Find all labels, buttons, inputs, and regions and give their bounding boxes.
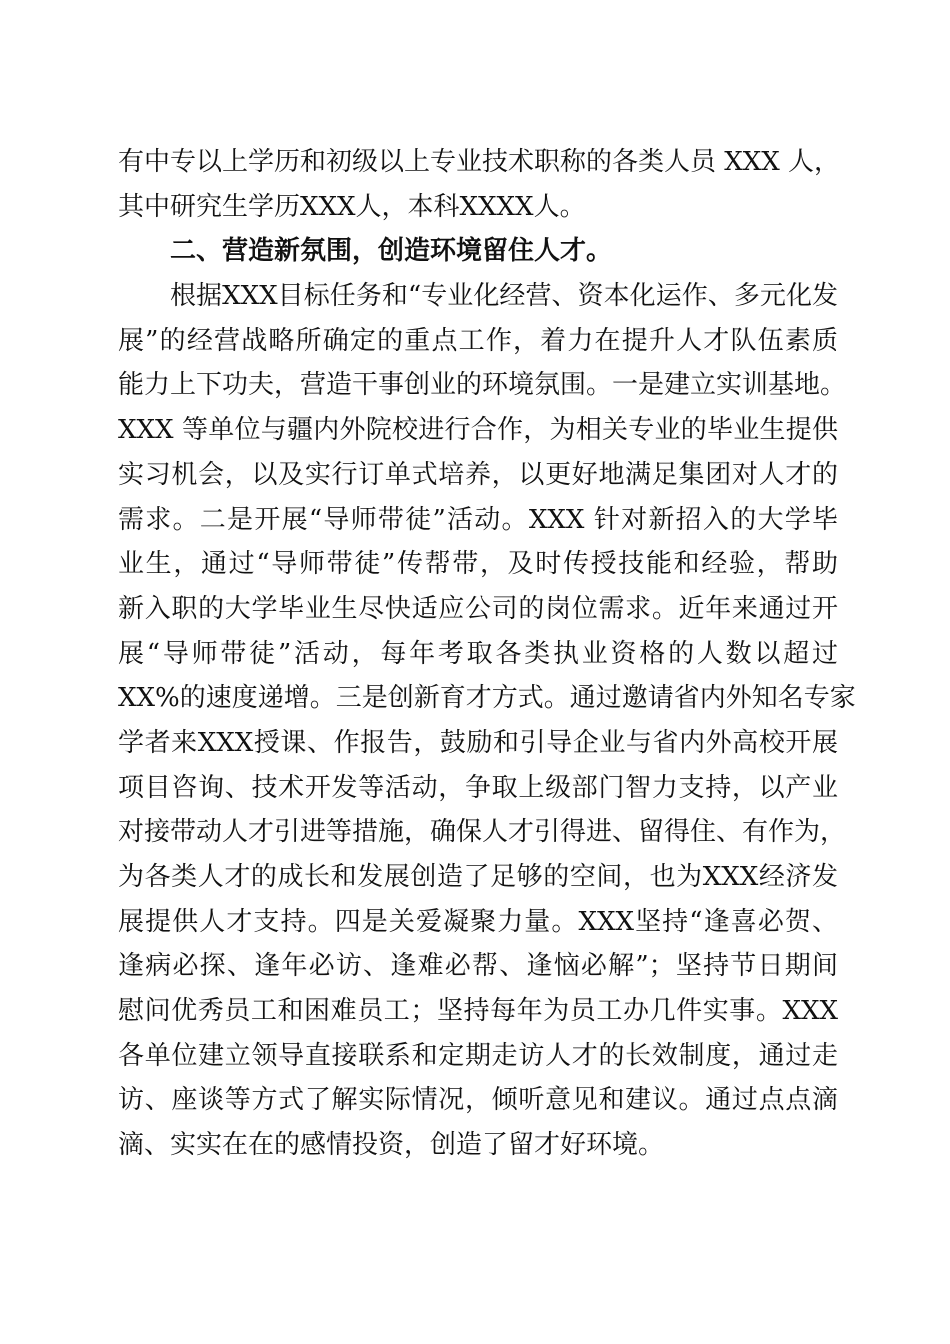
text-line: 展“导师带徒”活动，每年考取各类执业资格的人数以超过 — [118, 638, 838, 669]
text-line: 为各类人才的成长和发展创造了足够的空间，也为XXX经济发 — [118, 862, 838, 892]
text-line: 有中专以上学历和初级以上专业技术职称的各类人员 XXX 人， — [118, 147, 841, 177]
text-line: 其中研究生学历XXX人，本科XXXX人。 — [118, 191, 586, 222]
text-line: XXX 等单位与疆内外院校进行合作，为相关专业的毕业生提供 — [118, 415, 838, 446]
text-line: 学者来XXX授课、作报告，鼓励和引导企业与省内外高校开展 — [118, 727, 838, 758]
text-line: 能力上下功夫，营造干事创业的环境氛围。一是建立实训基地。 — [118, 370, 847, 401]
text-line: 新入职的大学毕业生尽快适应公司的岗位需求。近年来通过开 — [118, 593, 838, 624]
text-line: 对接带动人才引进等措施，确保人才引得进、留得住、有作为， — [118, 817, 847, 848]
text-line: 逢病必探、逢年必访、逢难必帮、逢恼必解”；坚持节日期间 — [118, 951, 838, 982]
text-line: 项目咨询、技术开发等活动，争取上级部门智力支持，以产业 — [118, 772, 838, 803]
text-line: 各单位建立领导直接联系和定期走访人才的长效制度，通过走 — [118, 1040, 838, 1071]
text-line: 访、座谈等方式了解实际情况，倾听意见和建议。通过点点滴 — [118, 1085, 838, 1116]
text-line: 展提供人才支持。四是关爱凝聚力量。XXX坚持“逢喜必贺、 — [118, 906, 838, 937]
text-line: 业生，通过“导师带徒”传帮带，及时传授技能和经验，帮助 — [118, 549, 838, 580]
text-line: 展”的经营战略所确定的重点工作，着力在提升人才队伍素质 — [118, 325, 838, 356]
text-line: 慰问优秀员工和困难员工；坚持每年为员工办几件实事。XXX — [118, 996, 838, 1027]
text-line: XX%的速度递增。三是创新育才方式。通过邀请省内外知名专家 — [118, 683, 856, 714]
text-line: 滴、实实在在的感情投资，创造了留才好环境。 — [118, 1130, 665, 1161]
text-line: 根据XXX目标任务和“专业化经营、资本化运作、多元化发 — [170, 281, 838, 312]
text-line: 需求。二是开展“导师带徒”活动。XXX 针对新招入的大学毕 — [118, 504, 838, 535]
text-line: 实习机会，以及实行订单式培养，以更好地满足集团对人才的 — [118, 459, 838, 490]
section-heading: 二、营造新氛围，创造环境留住人才。 — [170, 236, 613, 267]
document-page — [118, 140, 856, 1168]
